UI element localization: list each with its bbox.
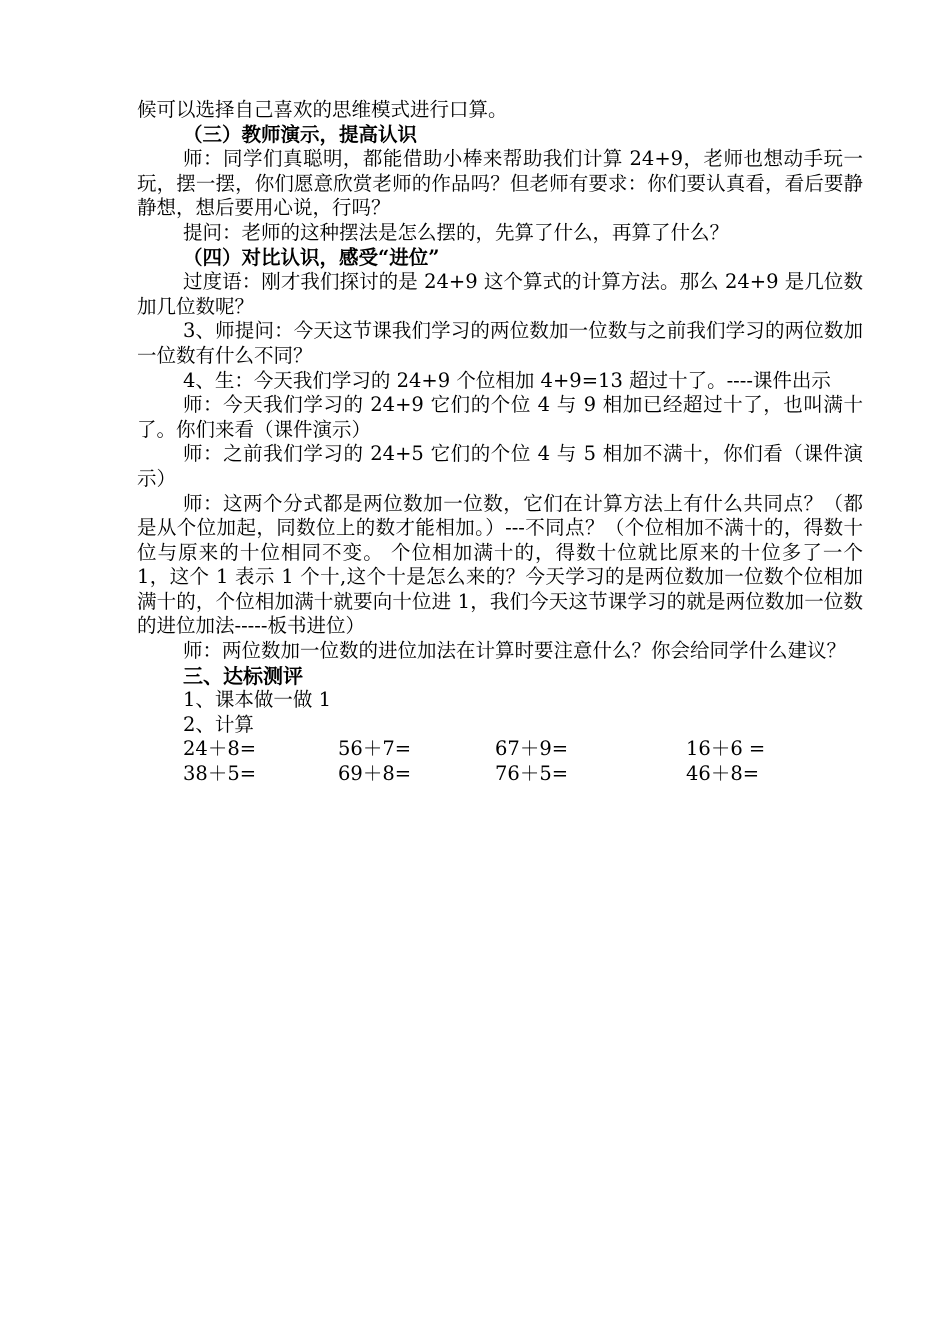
section-heading-4: （四）对比认识，感受“进位” [183, 245, 440, 269]
paragraph-suggestion: 师：两位数加一位数的进位加法在计算时要注意什么？你会给同学什么建议？ [183, 639, 847, 663]
exercise-row [137, 762, 863, 787]
exercise-cell: 38＋5= [183, 762, 257, 786]
exercise-item-2: 2、计算 [183, 712, 254, 736]
exercise-item-1: 1、课本做一做 1 [183, 688, 332, 712]
exercise-cell: 16＋6 = [686, 737, 766, 761]
exercise-cell: 76＋5= [495, 762, 569, 786]
paragraph-transition: 过度语：刚才我们探讨的是 24+9 这个算式的计算方法。那么 24+9 是几位数加几位数呢？ [137, 270, 863, 318]
paragraph-teacher-demo: 师：同学们真聪明，都能借助小棒来帮助我们计算 24+9，老师也想动手玩一玩，摆一摆，你们愿意欣赏老师的作品吗？但老师有要求：你们要认真看，看后要静静想，想后要用心说，行吗？ [137, 147, 863, 220]
exercise-row [137, 737, 863, 762]
paragraph-teacher-over-ten: 师：今天我们学习的 24+9 它们的个位 4 与 9 相加已经超过十了，也叫满十了。你们来看（课件演示） [137, 393, 863, 441]
document-body [137, 98, 870, 787]
section-heading-3: （三）教师演示，提高认识 [183, 122, 418, 146]
paragraph-continuation: 候可以选择自己喜欢的思维模式进行口算。 [137, 98, 508, 121]
exercise-cell: 46＋8= [686, 762, 760, 786]
paragraph-teacher-question: 3、师提问：今天这节课我们学习的两位数加一位数与之前我们学习的两位数加一位数有什么不同？ [137, 319, 863, 367]
paragraph-question: 提问：老师的这种摆法是怎么摆的，先算了什么，再算了什么？ [183, 220, 730, 244]
paragraph-student-answer: 4、生：今天我们学习的 24+9 个位相加 4+9=13 超过十了。----课件出示 [183, 368, 831, 392]
paragraph-compare: 师：这两个分式都是两位数加一位数，它们在计算方法上有什么共同点？（都是从个位加起，同数位上的数才能相加。）---不同点？（个位相加不满十的，得数十位与原来的十位相同不变。 个位相加满十的，得数十位就比原来的十位多了一个 1，这个 1 表示 1 个十,这个十是怎么来的？今天学习的是两位数加一位数个位相加满十的，个位相加满十就要向十位进 1，我们今天这节课学习的就是两位数加一位数的进位加法-----板书进位） [137, 491, 870, 638]
section-heading-assessment: 三、达标测评 [183, 663, 303, 688]
exercise-cell: 69＋8= [338, 762, 412, 786]
exercise-cell: 67＋9= [495, 737, 569, 761]
exercise-cell: 56＋7= [338, 737, 412, 761]
paragraph-teacher-under-ten: 师：之前我们学习的 24+5 它们的个位 4 与 5 相加不满十，你们看（课件演示） [137, 442, 863, 490]
exercise-cell: 24＋8= [183, 737, 257, 761]
